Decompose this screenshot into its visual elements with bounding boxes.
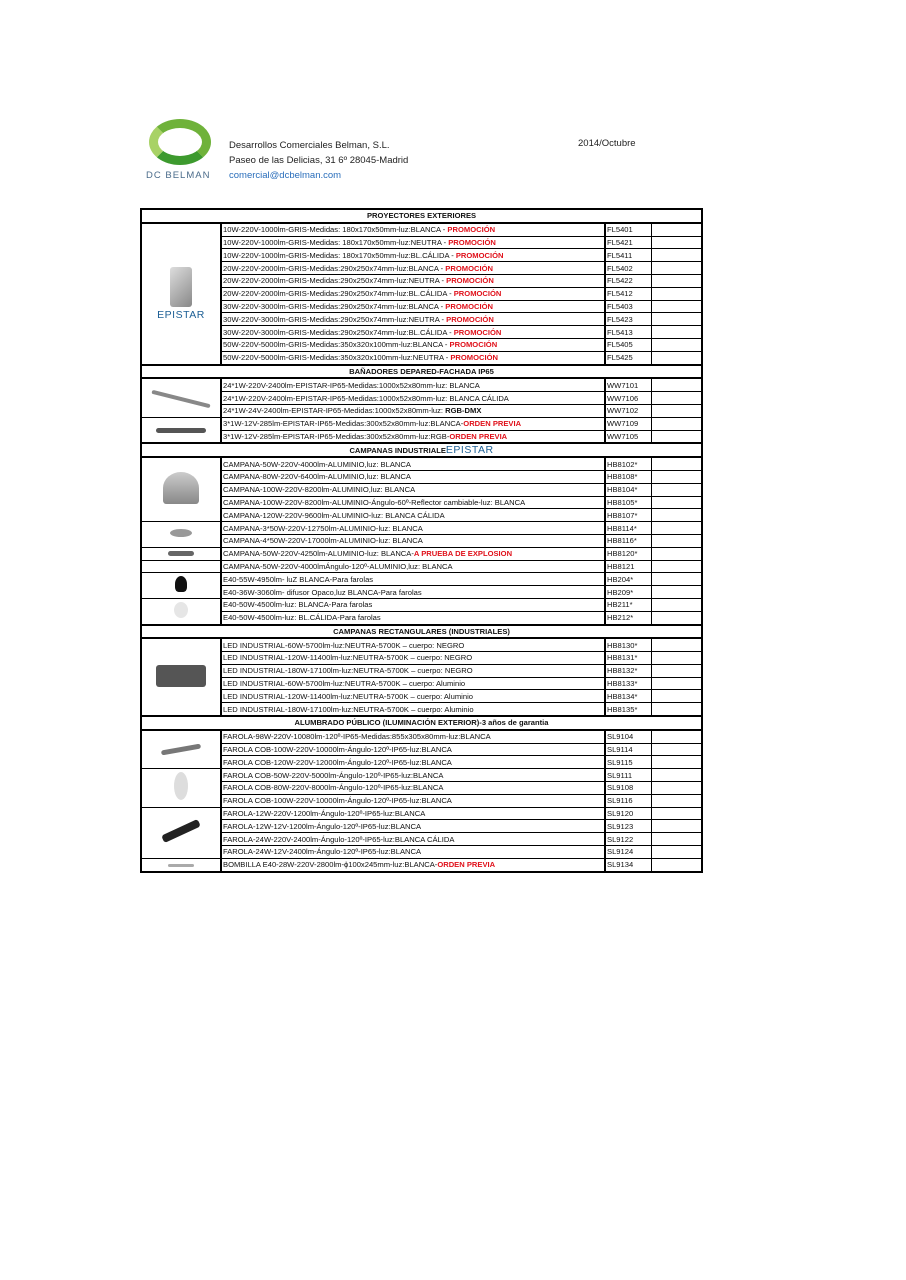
description-text: FAROLA-12W-220V-1200lm-Ángulo-120º-IP65-luz:BLANCA	[223, 809, 426, 819]
floodlight-image	[170, 267, 192, 307]
price-cell	[651, 287, 702, 300]
product-code: SL9111	[605, 769, 651, 782]
price-cell	[651, 392, 702, 405]
price-cell	[651, 274, 702, 287]
product-row	[141, 598, 702, 611]
description-text: BOMBILLA E40-28W-220V-2800lm-ϕ100x245mm-luz:BLANCA-	[223, 860, 438, 870]
product-tag: PROMOCIÓN	[453, 289, 502, 299]
product-description	[221, 262, 605, 275]
streetlight-cob-image	[174, 772, 188, 800]
product-code: SL9120	[605, 807, 651, 820]
product-row	[141, 586, 702, 599]
price-cell	[651, 249, 702, 262]
price-cell	[651, 664, 702, 677]
description-text: CAMPANA-120W-220V-9600lm-ALUMINIO-luz: BLANCA CÁLIDA	[223, 510, 445, 520]
section-title	[141, 443, 702, 457]
description-text: LED INDUSTRIAL-180W-17100lm-luz:NEUTRA-5700K – cuerpo: Aluminio	[223, 704, 474, 714]
product-row	[141, 430, 702, 443]
price-cell	[651, 351, 702, 364]
description-text: 50W-220V-5000lm-GRIS-Medidas:350x320x100mm-luz:BLANCA -	[223, 340, 450, 350]
product-row	[141, 223, 702, 236]
product-row	[141, 547, 702, 560]
product-code: SL9116	[605, 794, 651, 807]
product-code: SL9123	[605, 820, 651, 833]
product-row	[141, 236, 702, 249]
product-tag: PROMOCIÓN	[445, 263, 493, 273]
product-description	[221, 756, 605, 769]
description-text: 10W-220V-1000lm-GRIS-Medidas: 180x170x50mm-luz:NEUTRA -	[223, 237, 449, 247]
product-row	[141, 664, 702, 677]
product-row	[141, 769, 702, 782]
product-code: HB211*	[605, 598, 651, 611]
price-cell	[651, 846, 702, 859]
product-image-cell	[141, 560, 221, 573]
recycle-arrows-icon	[149, 119, 211, 165]
product-row	[141, 690, 702, 703]
product-row	[141, 703, 702, 716]
product-row	[141, 509, 702, 522]
product-code: FL5403	[605, 300, 651, 313]
product-image-cell	[141, 457, 221, 521]
price-cell	[651, 457, 702, 470]
product-row	[141, 351, 702, 364]
product-description	[221, 287, 605, 300]
section-header-row	[141, 209, 702, 223]
product-description	[221, 573, 605, 586]
price-cell	[651, 483, 702, 496]
section-title-text: CAMPANAS RECTANGULARES (INDUSTRIALES)	[333, 626, 510, 636]
product-row	[141, 326, 702, 339]
product-code: SL9114	[605, 743, 651, 756]
description-text: 24*1W-220V-2400lm-EPISTAR-IP65-Medidas:1000x52x80mm-luz: BLANCA	[223, 380, 480, 390]
product-code: FL5423	[605, 313, 651, 326]
product-code: HB212*	[605, 611, 651, 624]
description-text: 30W-220V-3000lm-GRIS-Medidas:290x250x74mm-luz:BLANCA -	[223, 301, 446, 311]
product-row	[141, 496, 702, 509]
price-cell	[651, 300, 702, 313]
product-image-cell	[141, 730, 221, 769]
product-description	[221, 586, 605, 599]
price-cell	[651, 236, 702, 249]
description-text: CAMPANA-80W-220V-6400lm-ALUMINIO,luz: BLANCA	[223, 472, 411, 482]
product-row	[141, 573, 702, 586]
product-code: HB8105*	[605, 496, 651, 509]
description-text: 30W-220V-3000lm-GRIS-Medidas:290x250x74mm-luz:BL.CÁLIDA -	[223, 327, 454, 337]
product-description	[221, 794, 605, 807]
description-text: E40-55W-4950lm- luZ BLANCA-Para farolas	[223, 574, 374, 584]
product-image-cell	[141, 522, 221, 548]
product-row	[141, 820, 702, 833]
product-row	[141, 287, 702, 300]
section-header-row	[141, 716, 702, 730]
description-text: FAROLA COB-50W-220V-5000lm-Ángulo-120º-IP65-luz:BLANCA	[223, 770, 444, 780]
description-text: LED INDUSTRIAL-60W-5700lm-luz:NEUTRA-5700K – cuerpo: NEGRO	[223, 640, 465, 650]
product-row	[141, 782, 702, 795]
product-description	[221, 690, 605, 703]
product-row	[141, 833, 702, 846]
section-title-text: ALUMBRADO PÚBLICO (ILUMINACIÓN EXTERIOR)-3 años de garantia	[294, 718, 549, 728]
product-code: SL9122	[605, 833, 651, 846]
price-cell	[651, 820, 702, 833]
description-text: CAMPANA-50W-220V-4000lmÁngulo-120º-ALUMINIO,luz: BLANCA	[223, 561, 453, 571]
product-row	[141, 807, 702, 820]
price-cell	[651, 611, 702, 624]
section-title-text: PROYECTORES EXTERIORES	[366, 211, 477, 221]
product-code: HB8132*	[605, 664, 651, 677]
product-description	[221, 807, 605, 820]
product-code: HB204*	[605, 573, 651, 586]
product-code: HB8130*	[605, 638, 651, 651]
product-description	[221, 782, 605, 795]
product-row	[141, 756, 702, 769]
product-row	[141, 300, 702, 313]
description-text: CAMPANA-100W-220V-8200lm-ALUMINIO,luz: BLANCA	[223, 485, 416, 495]
product-row	[141, 743, 702, 756]
product-image-cell	[141, 417, 221, 443]
product-description	[221, 313, 605, 326]
description-text: FAROLA COB-100W-220V-10000lm-Ángulo-120º-IP65-luz:BLANCA	[223, 745, 452, 755]
product-code: SL9104	[605, 730, 651, 743]
product-image-cell	[141, 598, 221, 624]
product-code: FL5405	[605, 338, 651, 351]
product-row	[141, 313, 702, 326]
product-description	[221, 611, 605, 624]
product-description	[221, 300, 605, 313]
section-title-text: CAMPANAS INDUSTRIALE	[349, 445, 446, 455]
wallwasher-image	[151, 389, 210, 407]
description-text: 10W-220V-1000lm-GRIS-Medidas: 180x170x50mm-luz:BLANCA -	[223, 225, 448, 235]
price-cell	[651, 756, 702, 769]
product-row	[141, 638, 702, 651]
price-cell	[651, 509, 702, 522]
product-row	[141, 338, 702, 351]
description-text: 10W-220V-1000lm-GRIS-Medidas: 180x170x50mm-luz:BL.CÁLIDA -	[223, 250, 456, 260]
product-description	[221, 769, 605, 782]
streetlight-black-image	[161, 819, 201, 843]
document-date: 2014/Octubre	[578, 138, 636, 149]
description-text: 30W-220V-3000lm-GRIS-Medidas:290x250x74mm-luz:NEUTRA -	[223, 314, 447, 324]
product-code: SL9108	[605, 782, 651, 795]
price-cell	[651, 730, 702, 743]
product-row	[141, 262, 702, 275]
description-text: LED INDUSTRIAL-60W-5700lm-luz:NEUTRA-5700K – cuerpo: Aluminio	[223, 679, 466, 689]
price-cell	[651, 326, 702, 339]
product-row	[141, 846, 702, 859]
description-text: FAROLA-24W-220V-2400lm-Ángulo-120º-IP65-luz:BLANCA CÁLIDA	[223, 834, 455, 844]
product-code: HB8116*	[605, 534, 651, 547]
product-code: HB209*	[605, 586, 651, 599]
product-code: HB8102*	[605, 457, 651, 470]
price-cell	[651, 638, 702, 651]
product-code: FL5422	[605, 274, 651, 287]
product-tag: PROMOCIÓN	[450, 353, 499, 363]
product-description	[221, 430, 605, 443]
price-cell	[651, 313, 702, 326]
product-description	[221, 274, 605, 287]
price-cell	[651, 338, 702, 351]
product-description	[221, 730, 605, 743]
description-text: FAROLA-12W-12V-1200lm-Ángulo-120º-IP65-luz:BLANCA	[223, 821, 422, 831]
price-cell	[651, 223, 702, 236]
description-text: 20W-220V-2000lm-GRIS-Medidas:290x250x74mm-luz:BL.CÁLIDA -	[223, 289, 454, 299]
product-tag: RGB-DMX	[445, 406, 482, 416]
product-description	[221, 236, 605, 249]
price-cell	[651, 690, 702, 703]
product-code: HB8114*	[605, 522, 651, 535]
description-text: CAMPANA-100W-220V-8200lm-ALUMINIO-Ángulo-60º-Reflector cambiable-luz: BLANCA	[223, 497, 526, 507]
description-text: LED INDUSTRIAL-120W-11400lm-luz:NEUTRA-5700K – cuerpo: NEGRO	[223, 653, 473, 663]
product-tag: A PRUEBA DE EXPLOSION	[413, 549, 513, 559]
price-cell	[651, 534, 702, 547]
price-cell	[651, 677, 702, 690]
section-title	[141, 625, 702, 639]
product-code: WW7102	[605, 404, 651, 417]
product-row	[141, 560, 702, 573]
price-cell	[651, 858, 702, 871]
price-cell	[651, 378, 702, 391]
product-description	[221, 404, 605, 417]
product-tag: PROMOCIÓN	[455, 250, 504, 260]
description-text: CAMPANA-50W-220V-4000lm-ALUMINIO,luz: BLANCA	[223, 459, 411, 469]
product-row	[141, 652, 702, 665]
price-cell	[651, 560, 702, 573]
description-text: LED INDUSTRIAL-180W-17100lm-luz:NEUTRA-5700K – cuerpo: NEGRO	[223, 666, 473, 676]
product-row	[141, 522, 702, 535]
description-text: FAROLA COB-100W-220V-10000lm-Ángulo-120º-IP65-luz:BLANCA	[223, 796, 452, 806]
product-description	[221, 534, 605, 547]
product-description	[221, 496, 605, 509]
price-cell	[651, 262, 702, 275]
price-cell	[651, 782, 702, 795]
product-code: HB8131*	[605, 652, 651, 665]
logo-text: DC BELMAN	[146, 170, 211, 181]
product-code: HB8121	[605, 560, 651, 573]
product-description	[221, 560, 605, 573]
product-description	[221, 392, 605, 405]
description-text: E40-36W-3060lm- difusor Opaco,luz BLANCA-Para farolas	[223, 587, 422, 597]
product-row	[141, 534, 702, 547]
bulb-white-image	[174, 602, 188, 618]
product-description	[221, 677, 605, 690]
product-description	[221, 378, 605, 391]
product-tag: ORDEN PREVIA	[449, 431, 508, 441]
product-tag: PROMOCIÓN	[447, 225, 496, 235]
description-text: CAMPANA-4*50W-220V-17000lm-ALUMINIO-luz: BLANCA	[223, 536, 423, 546]
price-cell	[651, 404, 702, 417]
price-cell	[651, 743, 702, 756]
product-image-cell	[141, 573, 221, 599]
product-tag: PROMOCIÓN	[453, 327, 502, 337]
product-code: WW7101	[605, 378, 651, 391]
streetlight-image	[161, 744, 201, 756]
product-description	[221, 547, 605, 560]
product-row	[141, 392, 702, 405]
product-description	[221, 638, 605, 651]
description-text: E40-50W-4500lm-luz: BLANCA-Para farolas	[223, 600, 373, 610]
product-tag: PROMOCIÓN	[448, 237, 496, 247]
description-text: CAMPANA-3*50W-220V-12750lm-ALUMINIO-luz: BLANCA	[223, 523, 423, 533]
product-image-cell	[141, 807, 221, 858]
brand-label: EPISTAR	[445, 443, 494, 456]
price-cell	[651, 586, 702, 599]
product-image-cell	[141, 378, 221, 417]
bulb-corn-image	[168, 864, 194, 867]
description-text: FAROLA COB-80W-220V-8000lm-Ángulo-120º-IP65-luz:BLANCA	[223, 783, 444, 793]
price-cell	[651, 522, 702, 535]
product-image-cell	[141, 769, 221, 807]
product-row	[141, 457, 702, 470]
highbay-small-image	[170, 529, 192, 537]
product-description	[221, 846, 605, 859]
product-tag: PROMOCIÓN	[449, 340, 498, 350]
section-title	[141, 716, 702, 730]
price-cell	[651, 769, 702, 782]
product-code: FL5412	[605, 287, 651, 300]
product-code: FL5411	[605, 249, 651, 262]
product-description	[221, 652, 605, 665]
product-row	[141, 611, 702, 624]
highbay-image	[163, 472, 199, 504]
company-name: Desarrollos Comerciales Belman, S.L.	[229, 140, 390, 151]
section-title-text: BAÑADORES DEPARED-FACHADA IP65	[349, 366, 494, 376]
description-text: CAMPANA-50W-220V-4250lm-ALUMINIO-luz: BLANCA-	[223, 549, 414, 559]
product-row	[141, 249, 702, 262]
product-description	[221, 703, 605, 716]
product-code: HB8134*	[605, 690, 651, 703]
product-code: WW7105	[605, 430, 651, 443]
brand-label: EPISTAR	[157, 308, 205, 321]
product-tag: PROMOCIÓN	[446, 314, 494, 324]
product-code: FL5425	[605, 351, 651, 364]
price-cell	[651, 573, 702, 586]
product-description	[221, 743, 605, 756]
product-code: WW7106	[605, 392, 651, 405]
product-code: SL9115	[605, 756, 651, 769]
product-row	[141, 730, 702, 743]
description-text: FAROLA-98W-220V-10080lm-120º-IP65-Medidas:855x305x80mm-luz:BLANCA	[223, 732, 491, 742]
product-description	[221, 858, 605, 871]
product-row	[141, 677, 702, 690]
description-text: 3*1W-12V-285lm-EPISTAR-IP65-Medidas:300x52x80mm-luz:BLANCA-	[223, 419, 464, 429]
product-code: HB8104*	[605, 483, 651, 496]
price-cell	[651, 470, 702, 483]
product-code: SL9124	[605, 846, 651, 859]
product-description	[221, 223, 605, 236]
product-image-cell	[141, 223, 221, 365]
description-text: 20W-220V-2000lm-GRIS-Medidas:290x250x74mm-luz:BLANCA -	[223, 263, 446, 273]
product-description	[221, 522, 605, 535]
product-description	[221, 598, 605, 611]
product-tag: PROMOCIÓN	[446, 276, 494, 286]
price-cell	[651, 833, 702, 846]
rect-highbay-image	[156, 665, 206, 687]
product-tag: ORDEN PREVIA	[463, 419, 522, 429]
product-description	[221, 833, 605, 846]
description-text: 24*1W-220V-2400lm-EPISTAR-IP65-Medidas:1000x52x80mm-luz: BLANCA CÁLIDA	[223, 393, 509, 403]
product-code: HB8107*	[605, 509, 651, 522]
product-row	[141, 858, 702, 871]
price-cell	[651, 547, 702, 560]
product-code: FL5421	[605, 236, 651, 249]
product-row	[141, 794, 702, 807]
product-code: WW7109	[605, 417, 651, 430]
product-row	[141, 417, 702, 430]
description-text: 20W-220V-2000lm-GRIS-Medidas:290x250x74mm-luz:NEUTRA -	[223, 276, 447, 286]
product-code: HB8135*	[605, 703, 651, 716]
product-code: SL9134	[605, 858, 651, 871]
product-code: HB8120*	[605, 547, 651, 560]
product-description	[221, 351, 605, 364]
product-description	[221, 483, 605, 496]
company-logo	[143, 117, 221, 183]
product-code: HB8108*	[605, 470, 651, 483]
product-row	[141, 483, 702, 496]
company-info	[229, 138, 408, 183]
description-text: LED INDUSTRIAL-120W-11400lm-luz:NEUTRA-5700K – cuerpo: Aluminio	[223, 691, 473, 701]
price-cell	[651, 703, 702, 716]
price-cell	[651, 430, 702, 443]
company-email-link[interactable]: comercial@dcbelman.com	[229, 170, 342, 181]
product-row	[141, 404, 702, 417]
product-description	[221, 338, 605, 351]
description-text: 50W-220V-5000lm-GRIS-Medidas:350x320x100mm-luz:NEUTRA -	[223, 353, 451, 363]
description-text: FAROLA COB-120W-220V-12000lm-Ángulo-120º-IP65-luz:BLANCA	[223, 757, 452, 767]
price-cell	[651, 652, 702, 665]
description-text: E40-50W-4500lm-luz: BL.CÁLIDA-Para farolas	[223, 613, 381, 623]
product-description	[221, 509, 605, 522]
product-row	[141, 274, 702, 287]
section-header-row	[141, 625, 702, 639]
wallwasher-short-image	[156, 428, 206, 433]
section-header-row	[141, 443, 702, 457]
product-description	[221, 249, 605, 262]
bulb-black-image	[175, 576, 187, 592]
product-tag: ORDEN PREVIA	[437, 860, 496, 870]
section-header-row	[141, 365, 702, 379]
price-cell	[651, 496, 702, 509]
description-text: 3*1W-12V-285lm-EPISTAR-IP65-Medidas:300x52x80mm-luz:RGB-	[223, 431, 450, 441]
product-image-cell	[141, 858, 221, 871]
product-code: FL5401	[605, 223, 651, 236]
product-code: HB8133*	[605, 677, 651, 690]
product-tag: PROMOCIÓN	[445, 301, 493, 311]
section-title	[141, 365, 702, 379]
product-code: FL5413	[605, 326, 651, 339]
price-cell	[651, 417, 702, 430]
product-description	[221, 664, 605, 677]
product-image-cell	[141, 547, 221, 560]
product-description	[221, 820, 605, 833]
product-description	[221, 417, 605, 430]
section-title	[141, 209, 702, 223]
product-row	[141, 378, 702, 391]
price-cell	[651, 794, 702, 807]
product-table	[140, 208, 703, 873]
price-cell	[651, 598, 702, 611]
product-code: FL5402	[605, 262, 651, 275]
product-description	[221, 326, 605, 339]
explosion-proof-image	[168, 551, 194, 556]
product-description	[221, 457, 605, 470]
product-row	[141, 470, 702, 483]
description-text: 24*1W-24V-2400lm-EPISTAR-IP65-Medidas:1000x52x80mm-luz:	[223, 406, 446, 416]
product-image-cell	[141, 638, 221, 716]
description-text: FAROLA-24W-12V-2400lm-Ángulo-120º-IP65-luz:BLANCA	[223, 847, 422, 857]
company-address: Paseo de las Delicias, 31 6º 28045-Madrid	[229, 155, 409, 166]
product-description	[221, 470, 605, 483]
price-cell	[651, 807, 702, 820]
